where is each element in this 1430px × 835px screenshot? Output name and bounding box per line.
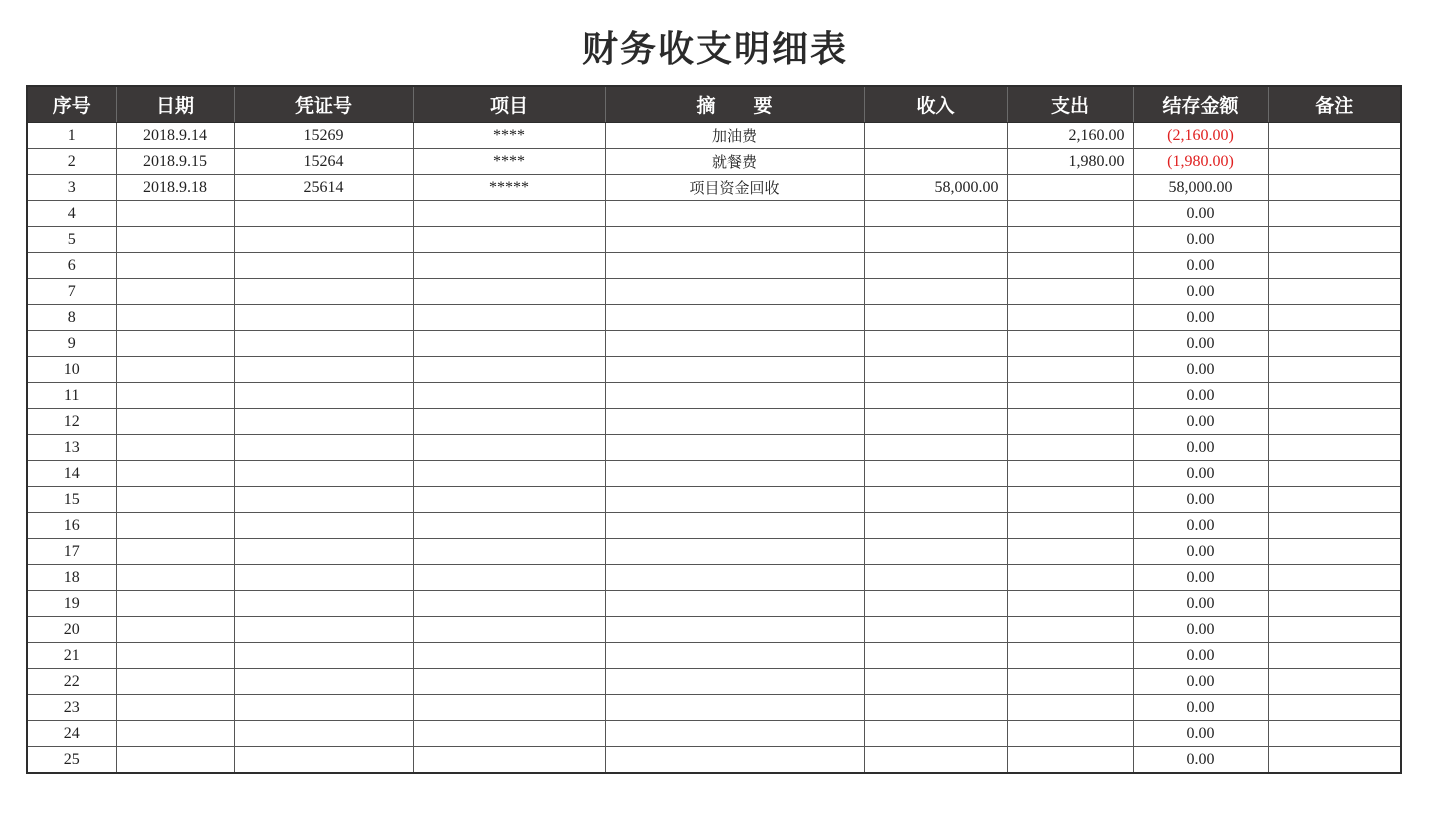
cell-balance[interactable]: 0.00 [1133,513,1268,539]
cell-date[interactable] [116,461,234,487]
cell-expense[interactable] [1007,513,1133,539]
cell-note[interactable] [1268,123,1401,149]
cell-note[interactable] [1268,149,1401,175]
cell-note[interactable] [1268,227,1401,253]
cell-voucher[interactable] [234,461,413,487]
cell-item[interactable] [413,305,605,331]
cell-seq[interactable]: 5 [27,227,116,253]
cell-date[interactable] [116,591,234,617]
cell-expense[interactable] [1007,383,1133,409]
cell-balance[interactable]: 0.00 [1133,279,1268,305]
cell-balance[interactable]: 0.00 [1133,695,1268,721]
table-row [27,409,1401,435]
cell-income[interactable] [864,409,1007,435]
cell-income[interactable] [864,149,1007,175]
header-expense[interactable]: 支出 [1007,86,1133,123]
cell-item[interactable] [413,747,605,774]
cell-voucher[interactable]: 15264 [234,149,413,175]
cell-note[interactable] [1268,695,1401,721]
cell-date[interactable] [116,487,234,513]
cell-balance[interactable]: 0.00 [1133,305,1268,331]
cell-seq[interactable]: 14 [27,461,116,487]
cell-item[interactable]: ***** [413,175,605,201]
table-row [27,149,1401,175]
cell-item[interactable] [413,201,605,227]
cell-expense[interactable] [1007,565,1133,591]
cell-seq[interactable]: 8 [27,305,116,331]
table-row [27,721,1401,747]
cell-voucher[interactable] [234,435,413,461]
cell-seq[interactable]: 3 [27,175,116,201]
cell-expense[interactable] [1007,409,1133,435]
cell-note[interactable] [1268,565,1401,591]
table-row [27,669,1401,695]
cell-seq[interactable]: 4 [27,201,116,227]
cell-income[interactable] [864,383,1007,409]
header-voucher[interactable]: 凭证号 [234,86,413,123]
cell-date[interactable] [116,201,234,227]
cell-note[interactable] [1268,513,1401,539]
cell-summary[interactable] [605,747,864,774]
cell-note[interactable] [1268,253,1401,279]
cell-summary[interactable]: 就餐费 [605,149,864,175]
table-row [27,513,1401,539]
header-item[interactable]: 项目 [413,86,605,123]
cell-expense[interactable]: 2,160.00 [1007,123,1133,149]
cell-item[interactable] [413,409,605,435]
cell-item[interactable] [413,565,605,591]
cell-balance[interactable]: 0.00 [1133,539,1268,565]
table-row [27,279,1401,305]
cell-balance[interactable]: 0.00 [1133,201,1268,227]
cell-item[interactable] [413,227,605,253]
cell-summary[interactable] [605,279,864,305]
cell-note[interactable] [1268,305,1401,331]
cell-voucher[interactable] [234,305,413,331]
cell-seq[interactable]: 16 [27,513,116,539]
cell-item[interactable] [413,695,605,721]
cell-seq[interactable]: 2 [27,149,116,175]
cell-expense[interactable] [1007,279,1133,305]
cell-voucher[interactable] [234,695,413,721]
table-row [27,175,1401,201]
cell-date[interactable] [116,669,234,695]
cell-voucher[interactable] [234,487,413,513]
header-seq[interactable]: 序号 [27,86,116,123]
cell-income[interactable] [864,435,1007,461]
cell-balance[interactable]: 0.00 [1133,669,1268,695]
cell-note[interactable] [1268,747,1401,774]
table-row [27,305,1401,331]
cell-balance[interactable]: 0.00 [1133,461,1268,487]
cell-date[interactable] [116,227,234,253]
cell-item[interactable] [413,331,605,357]
finance-detail-table [26,85,1402,774]
cell-summary[interactable] [605,513,864,539]
cell-summary[interactable] [605,669,864,695]
table-row [27,591,1401,617]
cell-expense[interactable]: 1,980.00 [1007,149,1133,175]
cell-note[interactable] [1268,617,1401,643]
cell-balance[interactable]: 0.00 [1133,591,1268,617]
cell-income[interactable] [864,747,1007,774]
cell-balance[interactable]: 0.00 [1133,357,1268,383]
cell-balance[interactable]: 0.00 [1133,747,1268,774]
cell-summary[interactable] [605,591,864,617]
cell-expense[interactable] [1007,695,1133,721]
cell-date[interactable] [116,539,234,565]
cell-seq[interactable]: 13 [27,435,116,461]
cell-balance[interactable]: 0.00 [1133,331,1268,357]
table-row [27,201,1401,227]
cell-item[interactable]: **** [413,123,605,149]
cell-summary[interactable] [605,331,864,357]
table-row [27,461,1401,487]
cell-income[interactable] [864,357,1007,383]
cell-summary[interactable] [605,643,864,669]
cell-voucher[interactable]: 25614 [234,175,413,201]
cell-seq[interactable]: 20 [27,617,116,643]
cell-date[interactable] [116,617,234,643]
header-note[interactable]: 备注 [1268,86,1401,123]
cell-voucher[interactable] [234,201,413,227]
cell-voucher[interactable] [234,747,413,774]
cell-note[interactable] [1268,357,1401,383]
cell-date[interactable] [116,383,234,409]
table-row [27,227,1401,253]
cell-item[interactable] [413,669,605,695]
cell-balance[interactable]: 0.00 [1133,253,1268,279]
cell-note[interactable] [1268,383,1401,409]
cell-seq[interactable]: 24 [27,721,116,747]
table-row [27,331,1401,357]
cell-summary[interactable] [605,409,864,435]
cell-expense[interactable] [1007,201,1133,227]
cell-summary[interactable]: 项目资金回收 [605,175,864,201]
cell-date[interactable] [116,435,234,461]
cell-seq[interactable]: 18 [27,565,116,591]
header-summary[interactable]: 摘 要 [605,86,864,123]
cell-summary[interactable] [605,565,864,591]
cell-date[interactable] [116,747,234,774]
cell-item[interactable] [413,487,605,513]
cell-expense[interactable] [1007,721,1133,747]
cell-income[interactable]: 58,000.00 [864,175,1007,201]
cell-income[interactable] [864,487,1007,513]
table-row [27,253,1401,279]
cell-voucher[interactable] [234,591,413,617]
cell-income[interactable] [864,643,1007,669]
table-row [27,487,1401,513]
cell-voucher[interactable] [234,721,413,747]
cell-expense[interactable] [1007,591,1133,617]
cell-summary[interactable] [605,253,864,279]
cell-balance[interactable]: 0.00 [1133,409,1268,435]
cell-item[interactable] [413,461,605,487]
cell-balance[interactable]: 0.00 [1133,643,1268,669]
cell-expense[interactable] [1007,617,1133,643]
cell-expense[interactable] [1007,669,1133,695]
cell-note[interactable] [1268,331,1401,357]
cell-income[interactable] [864,721,1007,747]
cell-note[interactable] [1268,591,1401,617]
cell-income[interactable] [864,565,1007,591]
cell-balance[interactable]: 0.00 [1133,617,1268,643]
cell-income[interactable] [864,227,1007,253]
cell-date[interactable] [116,279,234,305]
cell-summary[interactable] [605,383,864,409]
table-row [27,747,1401,774]
cell-note[interactable] [1268,201,1401,227]
cell-summary[interactable] [605,487,864,513]
cell-date[interactable] [116,331,234,357]
cell-voucher[interactable] [234,227,413,253]
cell-expense[interactable] [1007,175,1133,201]
cell-note[interactable] [1268,643,1401,669]
cell-date[interactable] [116,513,234,539]
table-row [27,565,1401,591]
cell-voucher[interactable] [234,669,413,695]
cell-income[interactable] [864,617,1007,643]
cell-seq[interactable]: 23 [27,695,116,721]
cell-income[interactable] [864,461,1007,487]
cell-income[interactable] [864,331,1007,357]
cell-expense[interactable] [1007,357,1133,383]
cell-note[interactable] [1268,409,1401,435]
cell-voucher[interactable] [234,383,413,409]
cell-item[interactable] [413,617,605,643]
cell-date[interactable] [116,565,234,591]
cell-summary[interactable] [605,435,864,461]
cell-date[interactable]: 2018.9.15 [116,149,234,175]
cell-seq[interactable]: 22 [27,669,116,695]
cell-balance[interactable]: 58,000.00 [1133,175,1268,201]
cell-expense[interactable] [1007,643,1133,669]
cell-note[interactable] [1268,279,1401,305]
cell-item[interactable] [413,539,605,565]
page-title: 财务收支明细表 [581,28,848,70]
cell-income[interactable] [864,305,1007,331]
header-row [27,86,1401,123]
cell-expense[interactable] [1007,253,1133,279]
cell-date[interactable]: 2018.9.14 [116,123,234,149]
cell-summary[interactable] [605,305,864,331]
cell-seq[interactable]: 19 [27,591,116,617]
cell-voucher[interactable] [234,279,413,305]
cell-seq[interactable]: 25 [27,747,116,774]
cell-date[interactable]: 2018.9.18 [116,175,234,201]
cell-seq[interactable]: 21 [27,643,116,669]
table-row [27,123,1401,149]
cell-voucher[interactable] [234,643,413,669]
cell-expense[interactable] [1007,487,1133,513]
cell-summary[interactable] [605,695,864,721]
cell-income[interactable] [864,695,1007,721]
cell-item[interactable] [413,513,605,539]
cell-balance[interactable]: 0.00 [1133,721,1268,747]
cell-summary[interactable] [605,357,864,383]
cell-date[interactable] [116,409,234,435]
cell-expense[interactable] [1007,331,1133,357]
cell-item[interactable] [413,253,605,279]
cell-income[interactable] [864,591,1007,617]
cell-item[interactable] [413,357,605,383]
cell-summary[interactable] [605,227,864,253]
cell-note[interactable] [1268,721,1401,747]
cell-summary[interactable] [605,201,864,227]
table-row [27,357,1401,383]
table-row [27,435,1401,461]
cell-date[interactable] [116,357,234,383]
cell-date[interactable] [116,643,234,669]
cell-seq[interactable]: 9 [27,331,116,357]
cell-expense[interactable] [1007,747,1133,774]
cell-note[interactable] [1268,539,1401,565]
cell-seq[interactable]: 6 [27,253,116,279]
cell-expense[interactable] [1007,461,1133,487]
cell-balance[interactable]: 0.00 [1133,383,1268,409]
cell-income[interactable] [864,669,1007,695]
cell-item[interactable] [413,721,605,747]
cell-voucher[interactable] [234,617,413,643]
cell-voucher[interactable] [234,331,413,357]
cell-note[interactable] [1268,487,1401,513]
cell-income[interactable] [864,123,1007,149]
cell-voucher[interactable]: 15269 [234,123,413,149]
cell-balance[interactable]: 0.00 [1133,227,1268,253]
cell-seq[interactable]: 12 [27,409,116,435]
cell-date[interactable] [116,305,234,331]
header-date[interactable]: 日期 [116,86,234,123]
cell-balance[interactable]: (2,160.00) [1133,123,1268,149]
cell-balance[interactable]: 0.00 [1133,565,1268,591]
cell-summary[interactable] [605,617,864,643]
cell-seq[interactable]: 1 [27,123,116,149]
cell-seq[interactable]: 10 [27,357,116,383]
header-income[interactable]: 收入 [864,86,1007,123]
cell-voucher[interactable] [234,253,413,279]
cell-balance[interactable]: (1,980.00) [1133,149,1268,175]
cell-summary[interactable]: 加油费 [605,123,864,149]
cell-summary[interactable] [605,721,864,747]
cell-voucher[interactable] [234,409,413,435]
cell-voucher[interactable] [234,357,413,383]
cell-expense[interactable] [1007,227,1133,253]
table-row [27,617,1401,643]
cell-expense[interactable] [1007,435,1133,461]
table-body [27,123,1401,774]
cell-income[interactable] [864,279,1007,305]
cell-note[interactable] [1268,435,1401,461]
cell-income[interactable] [864,253,1007,279]
cell-balance[interactable]: 0.00 [1133,487,1268,513]
cell-voucher[interactable] [234,565,413,591]
cell-summary[interactable] [605,461,864,487]
cell-note[interactable] [1268,175,1401,201]
cell-item[interactable] [413,383,605,409]
cell-voucher[interactable] [234,539,413,565]
cell-seq[interactable]: 11 [27,383,116,409]
cell-item[interactable] [413,435,605,461]
table-row [27,695,1401,721]
cell-income[interactable] [864,201,1007,227]
cell-income[interactable] [864,539,1007,565]
cell-date[interactable] [116,721,234,747]
cell-voucher[interactable] [234,513,413,539]
cell-income[interactable] [864,513,1007,539]
cell-note[interactable] [1268,669,1401,695]
cell-item[interactable] [413,591,605,617]
cell-expense[interactable] [1007,305,1133,331]
table-row [27,539,1401,565]
cell-seq[interactable]: 15 [27,487,116,513]
cell-item[interactable] [413,279,605,305]
cell-summary[interactable] [605,539,864,565]
cell-date[interactable] [116,695,234,721]
header-balance[interactable]: 结存金额 [1133,86,1268,123]
cell-item[interactable]: **** [413,149,605,175]
cell-note[interactable] [1268,461,1401,487]
cell-item[interactable] [413,643,605,669]
cell-expense[interactable] [1007,539,1133,565]
table-row [27,383,1401,409]
cell-seq[interactable]: 7 [27,279,116,305]
cell-date[interactable] [116,253,234,279]
table-row [27,643,1401,669]
cell-balance[interactable]: 0.00 [1133,435,1268,461]
cell-seq[interactable]: 17 [27,539,116,565]
